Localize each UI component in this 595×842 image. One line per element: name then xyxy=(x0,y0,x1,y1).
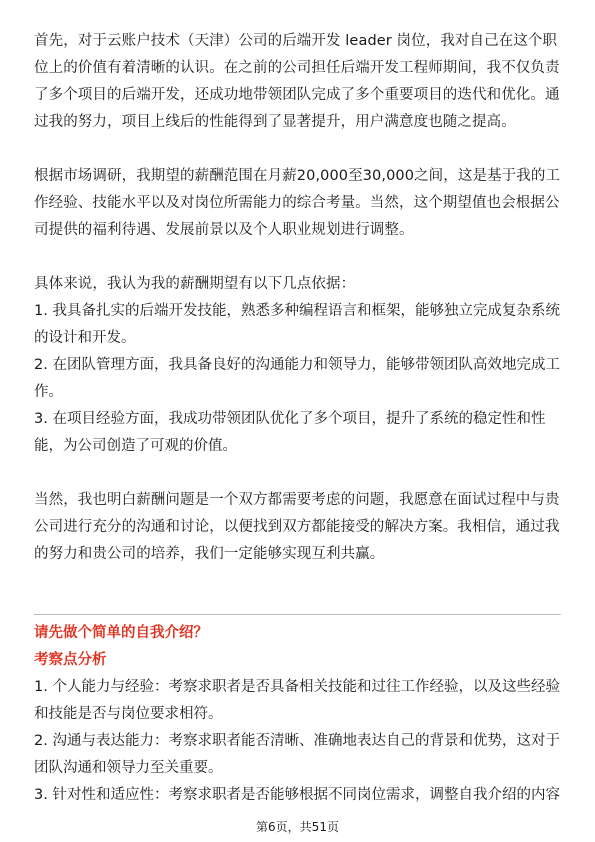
list-item-analysis-communication: 2. 沟通与表达能力：考察求职者能否清晰、准确地表达自己的背景和优势，这对于团队沟通和领导力至关重要。 xyxy=(34,733,560,776)
paragraph-value-awareness: 首先，对于云账户技术（天津）公司的后端开发 leader 岗位，我对自己在这个职位上的价值有着清晰的认识。在之前的公司担任后端开发工程师期间，我不仅负责了多个项目的后端开发，还成功地带领团队完成了多个重要项目的迭代和优化。通过我的努力，项目上线后的性能得到了显著提升，用户满意度也随之提高。 xyxy=(34,33,560,130)
list-item-basis-management: 2. 在团队管理方面，我具备良好的沟通能力和领导力，能够带领团队高效地完成工作。 xyxy=(34,357,560,400)
list-item-analysis-ability: 1. 个人能力与经验：考察求职者是否具备相关技能和过往工作经验，以及这些经验和技能是否与岗位要求相符。 xyxy=(34,679,560,722)
list-item-analysis-adaptability: 3. 针对性和适应性：考察求职者是否能够根据不同岗位需求，调整自我介绍的内容 xyxy=(34,787,560,803)
next-question-section xyxy=(34,620,561,809)
answer-body xyxy=(34,28,561,568)
question-title: 请先做个简单的自我介绍？ xyxy=(34,625,208,641)
section-divider xyxy=(34,614,561,615)
paragraph-basis-intro: 具体来说，我认为我的薪酬期望有以下几点依据： xyxy=(34,276,356,292)
paragraph-closing: 当然，我也明白薪酬问题是一个双方都需要考虑的问题，我愿意在面试过程中与贵公司进行充分的沟通和讨论，以便找到双方都能接受的解决方案。我相信，通过我的努力和贵公司的培养，我们一定能够实现互利共赢。 xyxy=(34,492,560,562)
analysis-heading: 考察点分析 xyxy=(34,652,107,668)
list-item-basis-skills: 1. 我具备扎实的后端开发技能，熟悉多种编程语言和框架，能够独立完成复杂系统的设计和开发。 xyxy=(34,303,560,346)
paragraph-salary-range: 根据市场调研，我期望的薪酬范围在月薪20,000至30,000之间，这是基于我的工作经验、技能水平以及对岗位所需能力的综合考量。当然，这个期望值也会根据公司提供的福利待遇、发展前景以及个人职业规划进行调整。 xyxy=(34,168,561,238)
list-item-basis-projects: 3. 在项目经验方面，我成功带领团队优化了多个项目，提升了系统的稳定性和性能，为公司创造了可观的价值。 xyxy=(34,411,546,454)
page-number: 第6页，共51页 xyxy=(256,820,339,834)
